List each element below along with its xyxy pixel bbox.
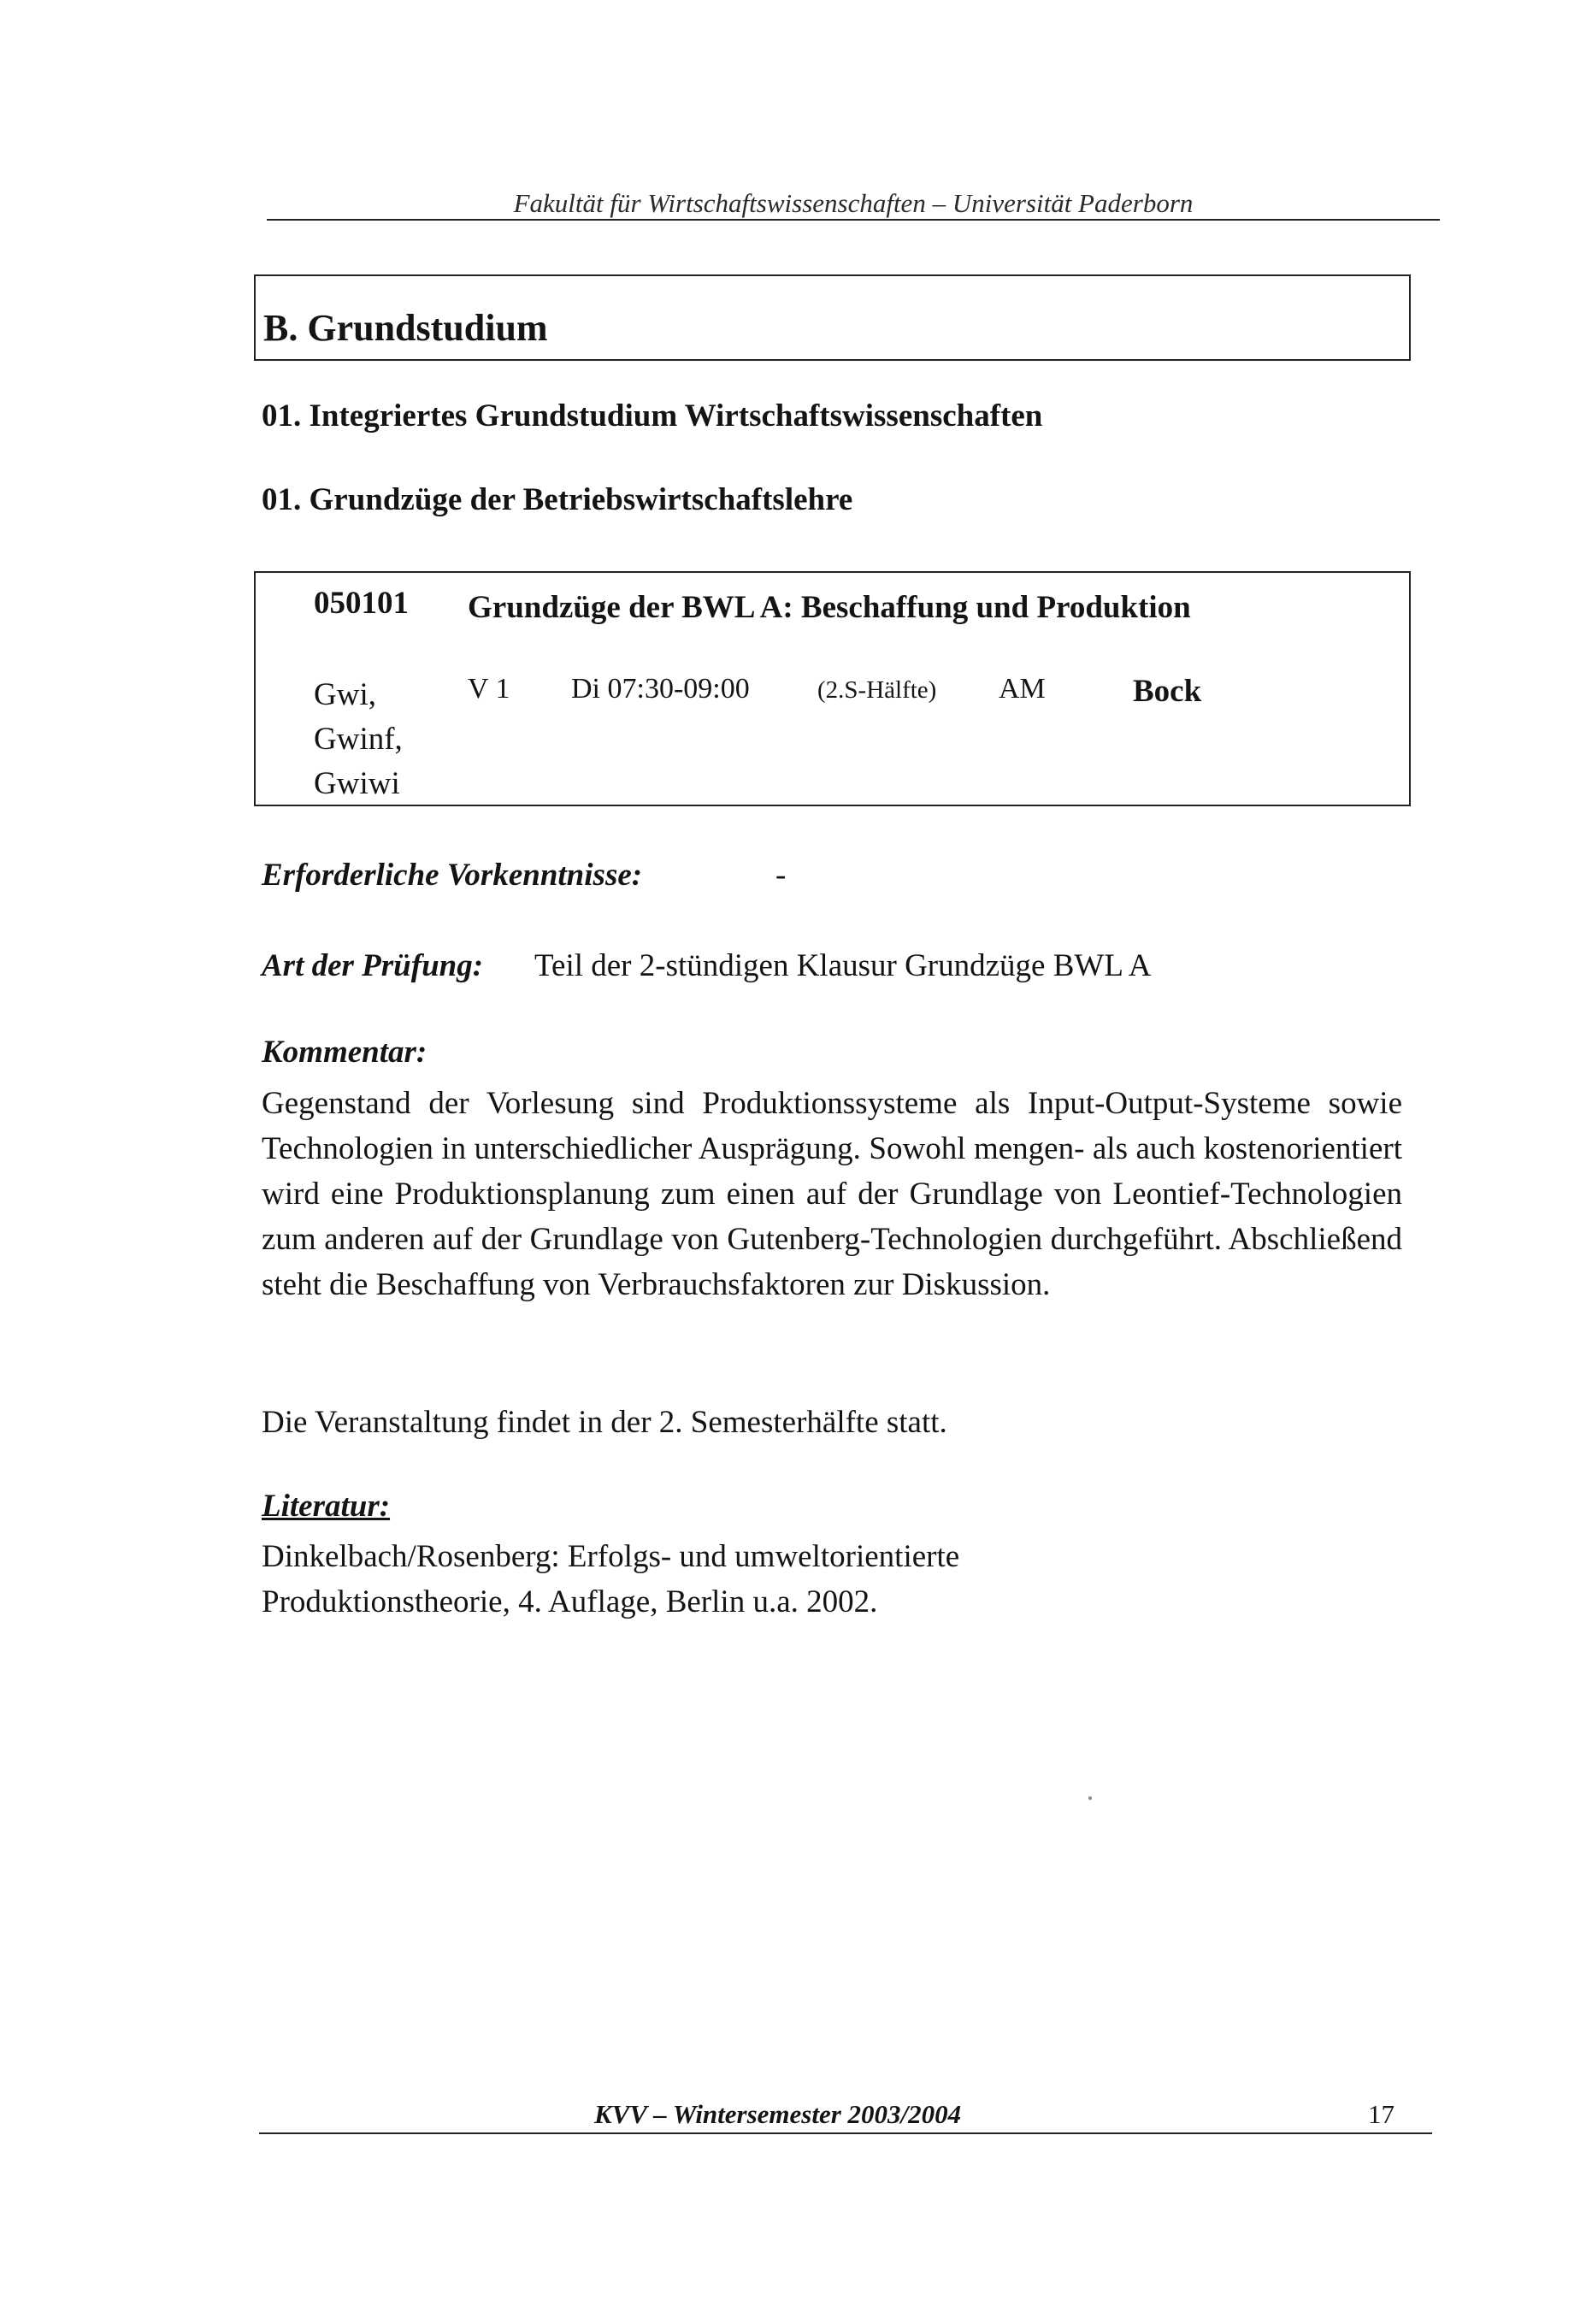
exam-type-value: Teil der 2-stündigen Klausur Grundzüge BWL A	[534, 948, 1152, 983]
course-audience	[314, 673, 403, 806]
course-audience-item: Gwinf,	[314, 722, 403, 757]
page-header-title: Fakultät für Wirtschaftswissenschaften – Universität Paderborn	[513, 188, 1194, 218]
prerequisites-value: -	[775, 858, 787, 893]
section-title: B. Grundstudium	[263, 307, 548, 349]
footer-rule	[259, 2132, 1432, 2134]
literature-line: Produktionstheorie, 4. Auflage, Berlin u.a. 2002.	[262, 1584, 878, 1619]
footer-title: KVV – Wintersemester 2003/2004	[594, 2099, 962, 2129]
course-audience-item: Gwiwi	[314, 766, 400, 801]
literature-list	[262, 1534, 1402, 1625]
course-time: Di 07:30-09:00	[571, 673, 750, 705]
course-room: AM	[999, 673, 1046, 705]
page-number: 17	[1368, 2099, 1394, 2129]
heading-level-2: 01. Grundzüge der Betriebswirtschaftslehre	[262, 482, 853, 517]
comment-text: Gegenstand der Vorlesung sind Produktionssysteme als Input-Output-Systeme sowie Technologien in unterschiedlicher Ausprägung. Sowohl mengen- als auch kostenorientiert wird eine Produktionsplanung zum einen auf der Grundlage von Leontief-Technologien zum anderen auf der Grundlage von Gutenberg-Technologien durchgeführt. Abschließend steht die Beschaffung von Verbrauchsfaktoren zur Diskussion.	[262, 1086, 1402, 1302]
literature-line: Dinkelbach/Rosenberg: Erfolgs- und umweltorientierte	[262, 1539, 960, 1574]
course-semester-half: (2.S-Hälfte)	[817, 676, 937, 704]
schedule-note: Die Veranstaltung findet in der 2. Semesterhälfte statt.	[262, 1405, 947, 1440]
comment-label: Kommentar:	[262, 1035, 427, 1070]
scan-speck	[1088, 1796, 1092, 1800]
course-audience-item: Gwi,	[314, 677, 376, 712]
literature-label: Literatur:	[262, 1489, 391, 1524]
course-number: 050101	[314, 586, 409, 621]
course-title: Grundzüge der BWL A: Beschaffung und Produktion	[468, 590, 1191, 625]
course-type: V 1	[468, 673, 510, 705]
course-lecturer: Bock	[1133, 674, 1202, 709]
heading-level-1: 01. Integriertes Grundstudium Wirtschaftswissenschaften	[262, 398, 1043, 434]
exam-type-label: Art der Prüfung:	[262, 948, 484, 983]
header-rule	[267, 219, 1440, 221]
prerequisites-label: Erforderliche Vorkenntnisse:	[262, 858, 643, 893]
